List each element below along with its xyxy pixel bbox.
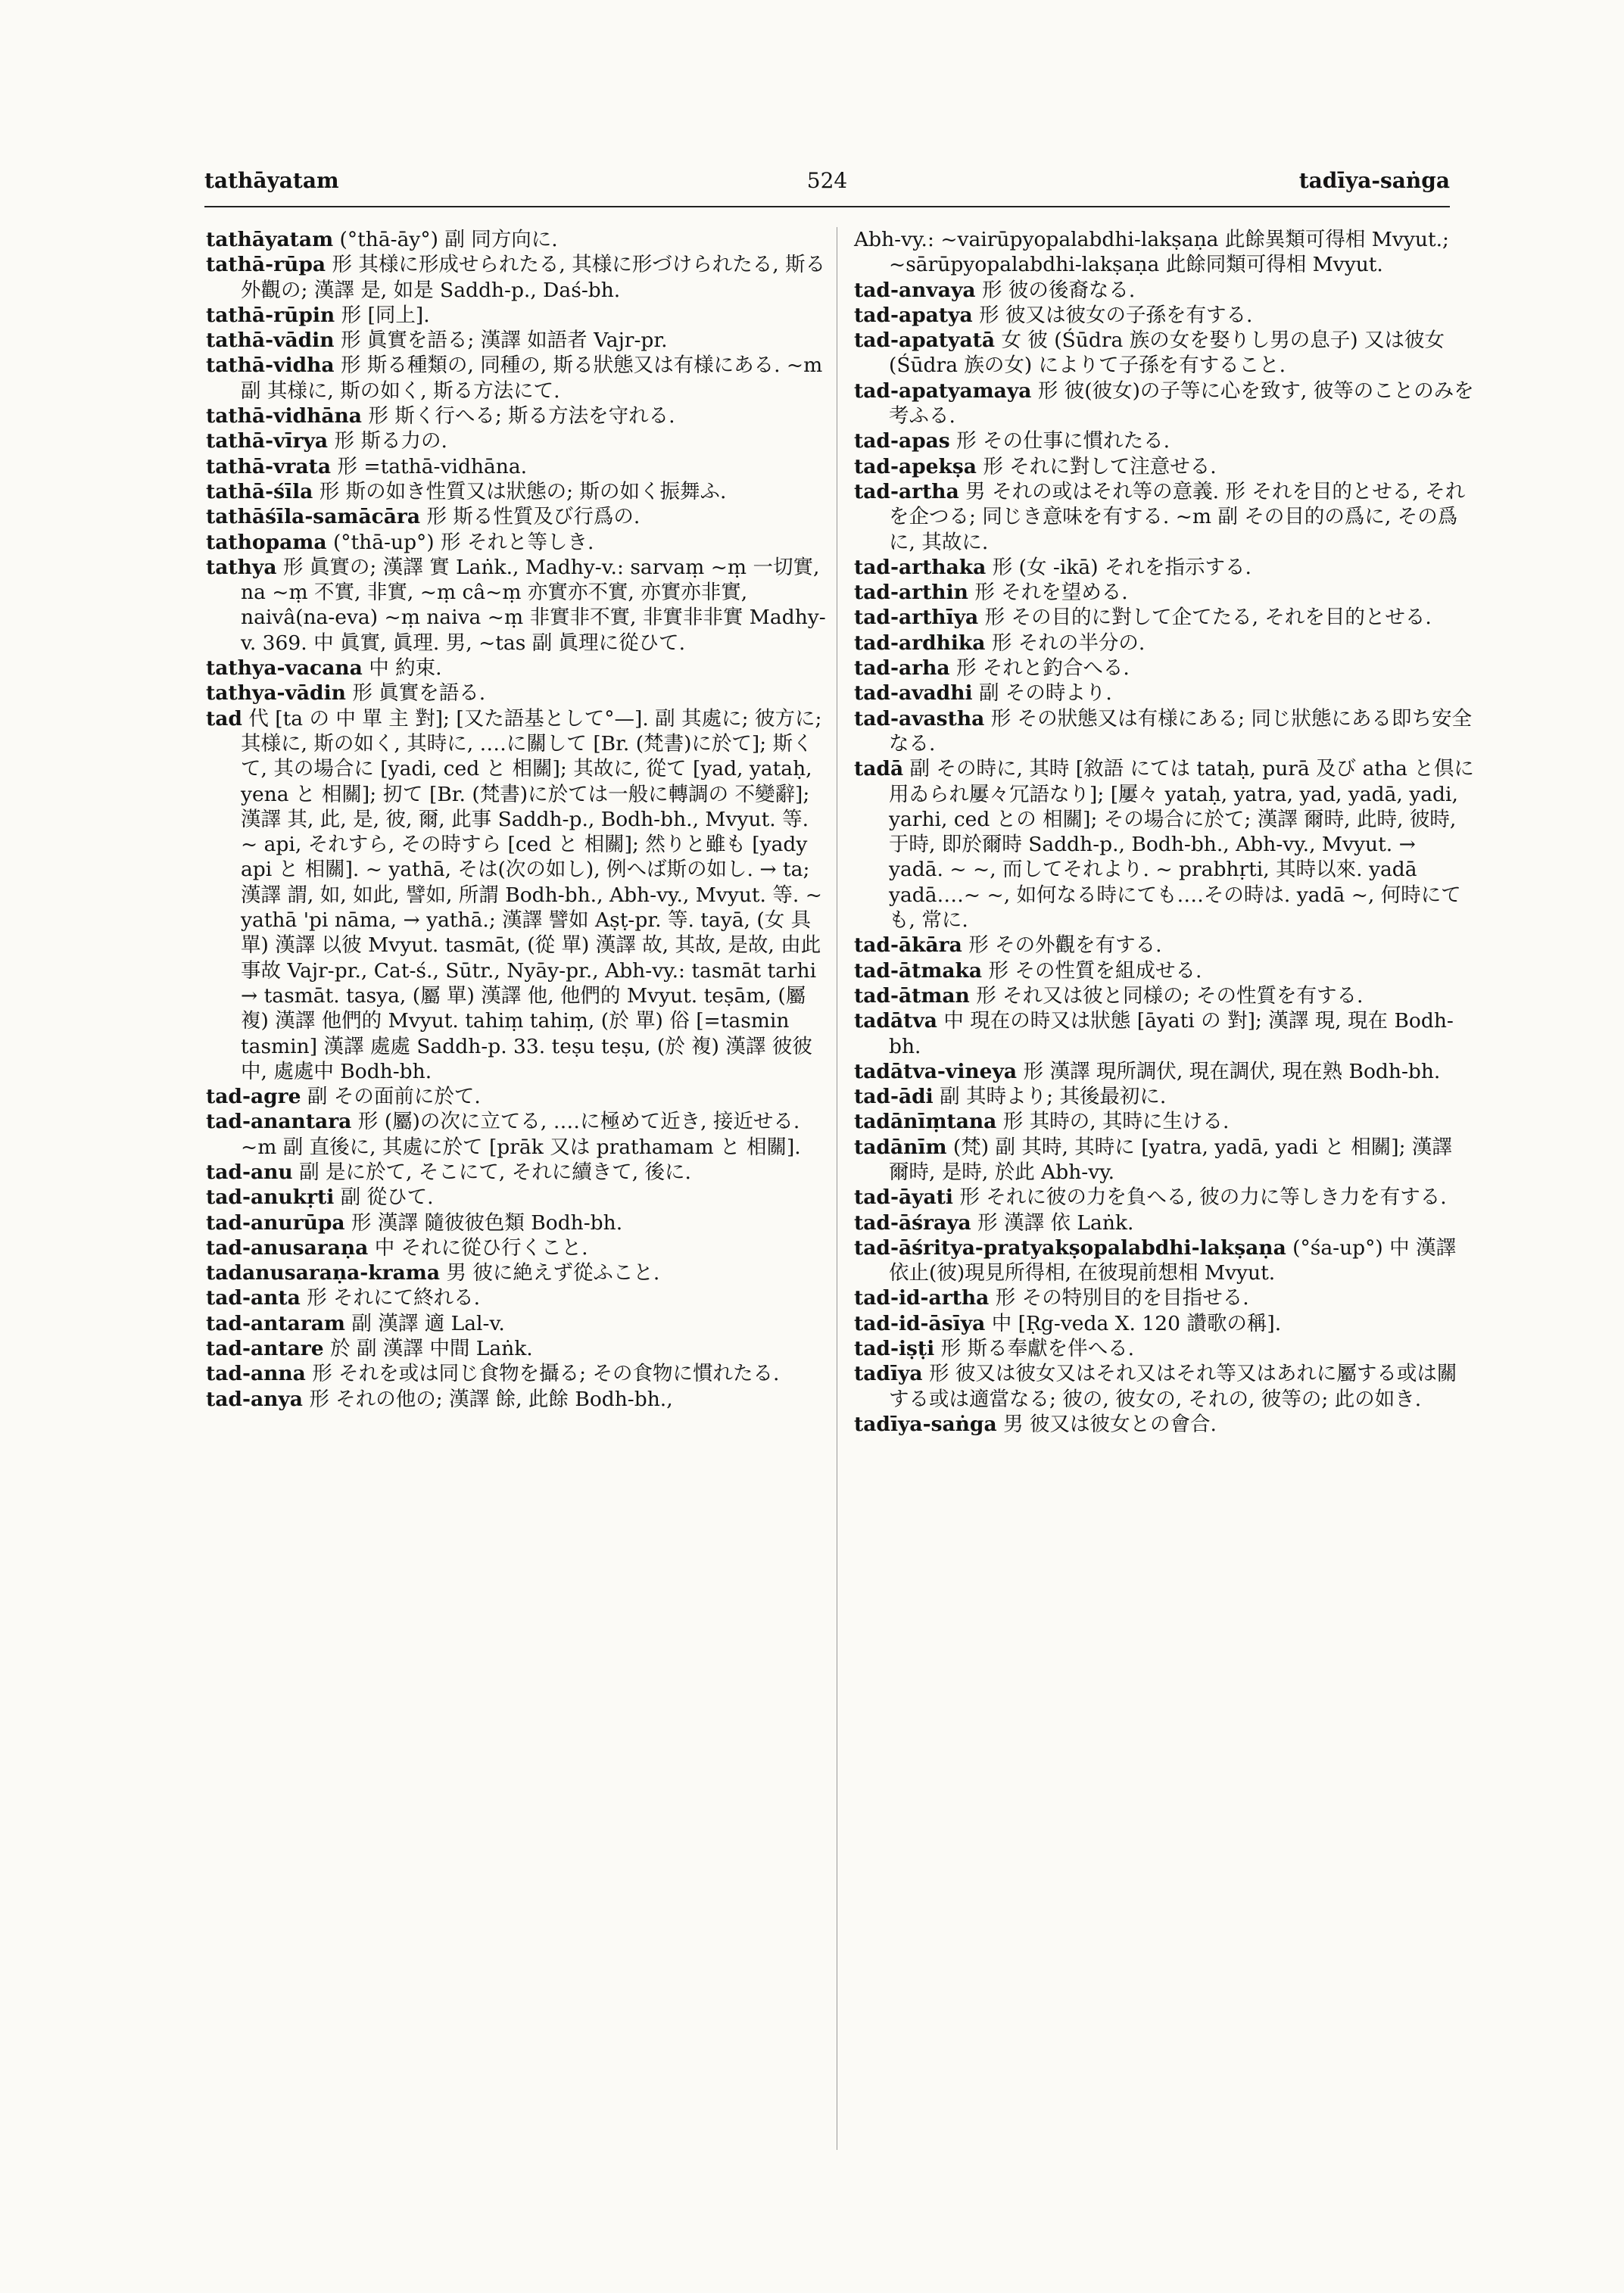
dictionary-entry	[206, 328, 827, 353]
entry-definition: 形 その外觀を有する.	[962, 933, 1162, 958]
entry-headword: tad-ātmaka	[854, 958, 983, 983]
dictionary-entry	[854, 580, 1475, 605]
dictionary-entry	[206, 1311, 827, 1336]
entry-headword: tad-iṣṭi	[854, 1337, 935, 1361]
dictionary-entry	[206, 353, 827, 403]
entry-headword: tathā-vādin	[206, 329, 335, 353]
dictionary-entry	[854, 1311, 1475, 1336]
entry-definition: 形 漢譯 隨彼彼色類 Bodh-bh.	[344, 1210, 623, 1235]
entry-definition: (梵) 副 其時, 其時に [yatra, yadā, yadi と 相關]; 漢譯 爾時, 是時, 於此 Abh-vy.	[889, 1135, 1452, 1184]
entry-headword: tad-antare	[206, 1337, 324, 1361]
entry-headword: tadānīm	[854, 1135, 947, 1159]
dictionary-entry	[854, 227, 1475, 278]
entry-headword: tathā-vīrya	[206, 429, 329, 453]
entry-headword: tadanusaraṇa-krama	[206, 1261, 441, 1285]
entry-definition: 形 眞實を語る; 漢譯 如語者 Vajr-pr.	[334, 329, 668, 353]
entry-headword: tad-apatyamaya	[854, 379, 1032, 403]
dictionary-entry	[854, 756, 1475, 933]
right-column	[854, 227, 1475, 1437]
entry-definition: 形 斯く行へる; 斯る方法を守れる.	[361, 404, 675, 428]
dictionary-entry	[206, 227, 827, 252]
dictionary-entry	[854, 983, 1475, 1008]
entry-headword: tad-ākāra	[854, 933, 962, 958]
entry-headword: tad-anvaya	[854, 278, 976, 302]
entry-definition: 形 その特別目的を目指せる.	[989, 1286, 1249, 1310]
page-number: 524	[806, 168, 848, 193]
dictionary-entry	[206, 1210, 827, 1235]
page-header	[204, 168, 1450, 198]
entry-definition: 形 その狀態又は有様にある; 同じ狀態にある即ち安全なる.	[889, 706, 1472, 756]
entry-headword: tadīya-saṅga	[854, 1412, 997, 1436]
dictionary-entry	[206, 504, 827, 529]
dictionary-entry	[854, 454, 1475, 479]
entry-definition: Abh-vy.: ~vairūpyopalabdhi-lakṣaṇa 此餘異類可得相 Mvyut.; ~sārūpyopalabdhi-lakṣaṇa 此餘同類可得相 Mvyut.	[854, 228, 1449, 277]
entry-definition: 形 その性質を組成せる.	[982, 958, 1202, 983]
entry-definition: 中 約束.	[362, 656, 442, 681]
entry-headword: tad-anya	[206, 1387, 303, 1411]
dictionary-entry	[206, 403, 827, 428]
dictionary-entry	[854, 1285, 1475, 1310]
entry-headword: tathya	[206, 555, 277, 579]
entry-definition: 形 斯る種類の, 同種の, 斯る狀態又は有様にある. ~m 副 其様に, 斯の如く, 斯る方法にて.	[241, 354, 823, 403]
entry-definition: 形 漢譯 現所調伏, 現在調伏, 現在熟 Bodh-bh.	[1017, 1059, 1441, 1083]
entry-headword: tathā-vidhāna	[206, 404, 362, 428]
entry-headword: tad-apatyatā	[854, 329, 996, 353]
entry-headword: tad-anusaraṇa	[206, 1235, 369, 1260]
entry-definition: 形 それに對して注意せる.	[976, 454, 1217, 478]
entry-definition: 形 漢譯 依 Laṅk.	[971, 1210, 1134, 1235]
dictionary-entry	[206, 303, 827, 328]
entry-definition: 副 その時に, 其時 [敘語 にては tataḥ, purā 及び atha と倶に用ゐられ屢々冗語なり]; [屢々 yataḥ, yatra, yad, yadā, yadi, yarhi, ced との 相關]; その場合に於て; 漢譯 爾時, 此時, 彼時, 于時, 即於爾時 Saddh-p., Bodh-bh., Abh-vy., Mvyut. → yadā. ~ ~, 而してそれより. ~ prabhṛti, 其時以來. yadā yadā‥‥~ ~, 如何なる時にても‥‥その時は. yadā ~, 何時にても, 常に.	[889, 757, 1474, 933]
entry-definition: 形 彼又は彼女の子孫を有する.	[972, 303, 1253, 327]
dictionary-entry	[854, 303, 1475, 328]
entry-definition: 副 その面前に於て.	[301, 1085, 481, 1109]
entry-headword: tadā	[854, 757, 904, 781]
entry-definition: 形 その目的に對して企てたる, それを目的とせる.	[978, 606, 1432, 630]
entry-definition: 形 それの半分の.	[985, 631, 1146, 655]
entry-headword: tad-anta	[206, 1286, 301, 1310]
dictionary-entry	[854, 656, 1475, 681]
entry-headword: tathāyatam	[206, 228, 334, 251]
dictionary-entry	[206, 252, 827, 303]
entry-definition: 形 (屬)の次に立てる, ‥‥に極めて近き, 接近せる. ~m 副 直後に, 其處に於て [prāk 又は prathamam と 相關].	[241, 1110, 801, 1159]
entry-headword: tadīya	[854, 1362, 923, 1386]
entry-definition: 中 現在の時又は狀態 [āyati の 對]; 漢譯 現, 現在 Bodh-bh.	[889, 1009, 1454, 1058]
entry-headword: tad-antaram	[206, 1311, 345, 1335]
dictionary-entry	[206, 1260, 827, 1285]
entry-headword: tad-apas	[854, 429, 950, 453]
dictionary-entry	[206, 1109, 827, 1160]
entry-headword: tad-artha	[854, 479, 959, 503]
entry-definition: 形 彼(彼女)の子等に心を致す, 彼等のことのみを考ふる.	[889, 379, 1474, 428]
entry-headword: tad-arthaka	[854, 555, 987, 579]
dictionary-entry	[854, 1235, 1475, 1286]
entry-definition: 副 その時より.	[972, 681, 1112, 706]
dictionary-entry	[206, 454, 827, 479]
dictionary-entry	[854, 1059, 1475, 1084]
dictionary-entry	[206, 1361, 827, 1386]
dictionary-entry	[854, 605, 1475, 630]
entry-headword: tad-arha	[854, 656, 950, 681]
entry-headword: tathya-vādin	[206, 681, 346, 706]
entry-headword: tathā-śīla	[206, 479, 313, 503]
entry-definition: 副 是に於て, そこにて, それに續きて, 後に.	[292, 1160, 691, 1184]
dictionary-entry	[206, 428, 827, 453]
dictionary-entry	[854, 706, 1475, 757]
entry-headword: tad-apatya	[854, 303, 973, 327]
entry-headword: tathāśīla-samācāra	[206, 505, 421, 529]
entry-definition: 形 其時の, 其時に生ける.	[996, 1110, 1230, 1134]
entry-headword: tad-anna	[206, 1362, 306, 1386]
entry-definition: 形 それにて終れる.	[300, 1286, 481, 1310]
entry-definition: 形 =tathā-vidhāna.	[331, 454, 528, 478]
entry-definition: 男 それの或はそれ等の意義. 形 それを目的とせる, それを企つる; 同じき意味を有する. ~m 副 その目的の爲に, その爲に, 其故に.	[889, 479, 1466, 554]
entry-definition: 形 斯る性質及び行爲の.	[420, 505, 641, 529]
entry-definition: 形 (女 -ikā) それを指示する.	[986, 555, 1252, 579]
entry-definition: 中 [Ṛg-veda X. 120 讚歌の稱].	[985, 1311, 1282, 1335]
dictionary-entry	[854, 1135, 1475, 1185]
dictionary-entry	[206, 1285, 827, 1310]
dictionary-entry	[206, 1387, 827, 1412]
entry-headword: tadānīṃtana	[854, 1110, 997, 1134]
entry-definition: 副 從ひて.	[334, 1185, 434, 1210]
dictionary-entry	[206, 1336, 827, 1361]
dictionary-entry	[854, 555, 1475, 580]
entry-definition: 於 副 漢譯 中間 Laṅk.	[323, 1337, 533, 1361]
entry-headword: tathā-vidha	[206, 354, 335, 378]
dictionary-entry	[854, 958, 1475, 983]
entry-headword: tad-id-āsīya	[854, 1311, 986, 1335]
entry-definition: 副 其時より; 其後最初に.	[933, 1085, 1167, 1109]
entry-definition: 形 それに彼の力を負へる, 彼の力に等しき力を有する.	[953, 1185, 1447, 1210]
entry-definition: 副 漢譯 適 Lal-v.	[344, 1311, 505, 1335]
dictionary-entry	[206, 555, 827, 656]
entry-headword: tad-id-artha	[854, 1286, 990, 1310]
dictionary-entry	[854, 1109, 1475, 1134]
entry-headword: tad-anantara	[206, 1110, 352, 1134]
header-rule	[204, 206, 1450, 207]
dictionary-entry	[854, 1185, 1475, 1210]
entry-headword: tathā-rūpin	[206, 303, 335, 327]
dictionary-entry	[854, 479, 1475, 555]
dictionary-entry	[854, 1210, 1475, 1235]
entry-headword: tad-avadhi	[854, 681, 973, 706]
entry-definition: 代 [ta の 中 單 主 對]; [又た語基として°—]. 副 其處に; 彼方に; 其様に, 斯の如く, 其時に, ‥‥に關して [Br. (梵書)に於て]; 斯くて, 其の場合に [yadi, ced と 相關]; 其故に, 從て [yad, yataḥ, yena と 相關]; 扨て [Br. (梵書)に於ては一般に轉調の 不變辭]; 漢譯 其, 此, 是, 彼, 爾, 此事 Saddh-p., Bodh-bh., Mvyut. 等. ~ api, それすら, その時すら [ced と 相關]; 然りと雖も [yady api と 相關]. ~ yathā, そは(次の如し), 例へば斯の如し. → ta; 漢譯 謂, 如, 如此, 譬如, 所謂 Bodh-bh., Abh-vy., Mvyut. 等. ~ yathā 'pi nāma, → yathā.; 漢譯 譬如 Aṣṭ-pr. 等. tayā, (女 具 單) 漢譯 以彼 Mvyut. tasmāt, (從 單) 漢譯 故, 其故, 是故, 由此事故 Vajr-pr., Cat-ś., Sūtr., Nyāy-pr., Abh-vy.: tasmāt tarhi → tasmāt. tasya, (屬 單) 漢譯 他, 他們的 Mvyut. teṣām, (屬 複) 漢譯 他們的 Mvyut. tahiṃ tahiṃ, (於 單) 俗 [=tasmin tasmin] 漢譯 處處 Saddh-p. 33. teṣu teṣu, (於 複) 漢譯 彼彼中, 處處中 Bodh-bh.	[241, 706, 822, 1083]
entry-headword: tathya-vacana	[206, 656, 363, 681]
dictionary-entry	[206, 1160, 827, 1185]
entry-definition: 形 それ又は彼と同様の; その性質を有する.	[969, 983, 1364, 1008]
dictionary-entry	[854, 328, 1475, 379]
entry-definition: (°śa-up°) 中 漢譯 依止(彼)現見所得相, 在彼現前想相 Mvyut.	[889, 1235, 1457, 1285]
entry-headword: tad-anurūpa	[206, 1210, 345, 1235]
entry-definition: 形 それと釣合へる.	[949, 656, 1130, 681]
entry-definition: 形 其様に形成せられたる, 其様に形づけられたる, 斯る外觀の; 漢譯 是, 如是 Saddh-p., Daś-bh.	[241, 253, 826, 302]
entry-definition: 形 それの他の; 漢譯 餘, 此餘 Bodh-bh.,	[302, 1387, 673, 1411]
entry-headword: tad-anu	[206, 1160, 293, 1184]
entry-headword: tad-ātman	[854, 983, 970, 1008]
dictionary-entry	[854, 1412, 1475, 1437]
entry-definition: 形 眞實を語る.	[345, 681, 486, 706]
entry-headword: tad-agre	[206, 1085, 301, 1109]
entry-headword: tad	[206, 706, 242, 731]
entry-headword: tadātva-vineya	[854, 1059, 1018, 1083]
entry-definition: 形 斯の如き性質又は狀態の; 斯の如く振舞ふ.	[313, 479, 727, 503]
dictionary-entry	[854, 631, 1475, 656]
entry-headword: tathā-rūpa	[206, 253, 326, 277]
dictionary-entry	[854, 1008, 1475, 1059]
dictionary-entry	[854, 1336, 1475, 1361]
entry-headword: tad-arthīya	[854, 606, 979, 630]
entry-definition: 形 その仕事に慣れたる.	[949, 429, 1170, 453]
left-guide-word: tathāyatam	[204, 168, 339, 193]
right-guide-word: tadīya-saṅga	[1298, 168, 1450, 193]
entry-definition: 形 彼又は彼女又はそれ又はそれ等又はあれに屬する或は關する或は適當なる; 彼の, 彼女の, それの, 彼等の; 此の如き.	[889, 1362, 1457, 1411]
entry-headword: tad-ādi	[854, 1085, 934, 1109]
left-column	[206, 227, 827, 1412]
entry-definition: 形 それを望める.	[968, 581, 1128, 605]
entry-headword: tad-āyati	[854, 1185, 953, 1210]
entry-headword: tad-anukṛti	[206, 1185, 335, 1210]
entry-definition: 形 [同上].	[335, 303, 430, 327]
entry-definition: 男 彼又は彼女との會合.	[996, 1412, 1217, 1436]
dictionary-entry	[854, 1361, 1475, 1412]
entry-definition: (°thā-āy°) 副 同方向に.	[333, 228, 558, 251]
dictionary-entry	[854, 278, 1475, 303]
dictionary-entry	[854, 1084, 1475, 1109]
entry-headword: tad-ardhika	[854, 631, 986, 655]
entry-headword: tad-avastha	[854, 706, 985, 731]
dictionary-entry	[206, 1185, 827, 1210]
entry-definition: 形 斯る力の.	[328, 429, 447, 453]
dictionary-entry	[206, 1235, 827, 1260]
dictionary-entry	[206, 681, 827, 706]
entry-headword: tathā-vrata	[206, 454, 332, 478]
entry-definition: 男 彼に絶えず從ふこと.	[440, 1261, 660, 1285]
entry-headword: tadātva	[854, 1009, 937, 1033]
dictionary-entry	[854, 428, 1475, 453]
entry-definition: (°thā-up°) 形 それと等しき.	[326, 530, 594, 554]
entry-definition: 形 それを或は同じ食物を攝る; その食物に慣れたる.	[305, 1362, 780, 1386]
entry-definition: 女 彼 (Śūdra 族の女を娶りし男の息子) 又は彼女 (Śūdra 族の女) によりて子孫を有すること.	[889, 329, 1445, 378]
entry-headword: tad-āśraya	[854, 1210, 971, 1235]
entry-headword: tathopama	[206, 530, 327, 554]
entry-headword: tad-arthin	[854, 581, 968, 605]
dictionary-entry	[206, 706, 827, 1084]
dictionary-entry	[206, 1084, 827, 1109]
dictionary-entry	[854, 681, 1475, 706]
dictionary-entry	[854, 933, 1475, 958]
dictionary-entry	[206, 530, 827, 555]
entry-definition: 中 それに從ひ行くこと.	[368, 1235, 588, 1260]
entry-definition: 形 斯る奉獻を伴へる.	[934, 1337, 1135, 1361]
entry-headword: tad-apekṣa	[854, 454, 977, 478]
dictionary-entry	[206, 479, 827, 504]
dictionary-entry	[854, 379, 1475, 429]
entry-definition: 形 眞實の; 漢譯 實 Laṅk., Madhy-v.: sarvaṃ ~ṃ 一切實, na ~ṃ 不實, 非實, ~ṃ câ~ṃ 亦實亦不實, 亦實亦非實, naivâ(na-eva) ~ṃ naiva ~ṃ 非實非不實, 非實非非實 Madhy-v. 369. 中 眞實, 眞理. 男, ~tas 副 眞理に從ひて.	[241, 555, 826, 655]
dictionary-entry	[206, 656, 827, 681]
entry-definition: 形 彼の後裔なる.	[975, 278, 1136, 302]
entry-headword: tad-āśritya-pratyakṣopalabdhi-lakṣaṇa	[854, 1235, 1286, 1260]
